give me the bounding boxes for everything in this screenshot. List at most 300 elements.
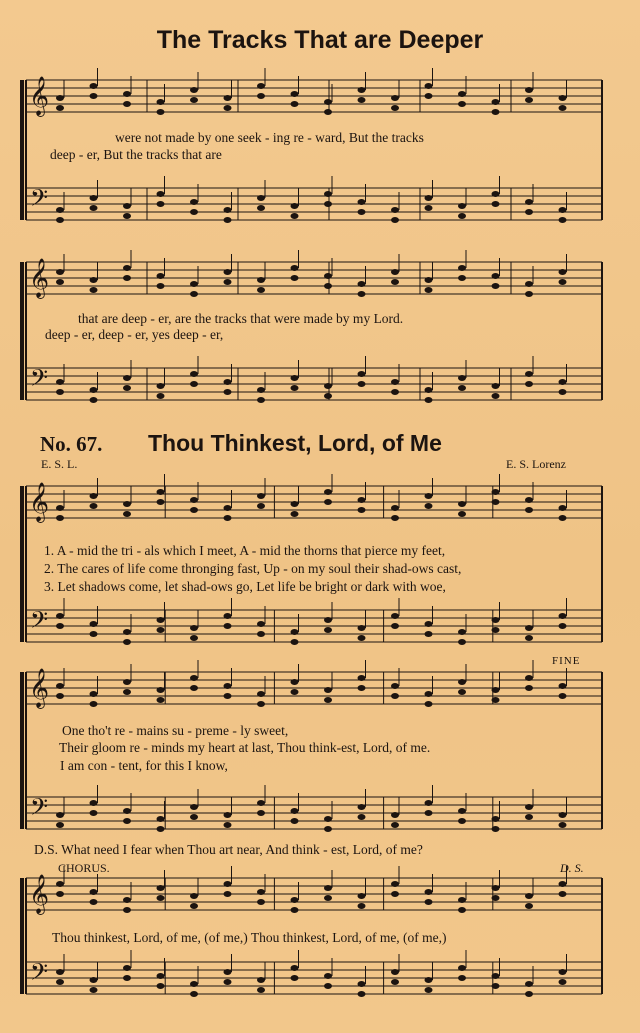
note-head	[257, 503, 265, 509]
note-head	[358, 893, 366, 899]
note-head	[425, 195, 433, 201]
note-head	[157, 697, 165, 703]
system-bracket	[20, 262, 24, 400]
note-head	[391, 379, 399, 385]
note-head	[157, 201, 165, 207]
note-head	[56, 693, 64, 699]
note-head	[525, 507, 533, 513]
note-head	[257, 631, 265, 637]
note-head	[358, 991, 366, 997]
note-head	[257, 701, 265, 707]
note-head	[224, 95, 232, 101]
note-head	[291, 511, 299, 517]
note-head	[425, 899, 433, 905]
note-head	[358, 281, 366, 287]
bass-clef: 𝄢	[30, 793, 49, 826]
note-head	[157, 499, 165, 505]
note-head	[525, 371, 533, 377]
note-head	[458, 965, 466, 971]
note-head	[492, 697, 500, 703]
note-head	[123, 501, 131, 507]
note-head	[458, 101, 466, 107]
note-head	[257, 889, 265, 895]
note-head	[123, 91, 131, 97]
note-head	[190, 804, 198, 810]
treble-clef: 𝄞	[29, 668, 50, 708]
note-head	[90, 287, 98, 293]
note-head	[324, 393, 332, 399]
note-head	[559, 881, 567, 887]
note-head	[391, 505, 399, 511]
note-head	[324, 489, 332, 495]
note-head	[224, 969, 232, 975]
note-head	[391, 515, 399, 521]
note-head	[492, 687, 500, 693]
note-head	[56, 379, 64, 385]
system-bracket	[20, 878, 24, 994]
note-head	[492, 109, 500, 115]
bass-clef: 𝄢	[30, 364, 49, 397]
note-head	[559, 979, 567, 985]
note-head	[358, 625, 366, 631]
note-head	[391, 891, 399, 897]
note-head	[358, 507, 366, 513]
note-head	[291, 275, 299, 281]
note-head	[559, 693, 567, 699]
note-head	[123, 511, 131, 517]
note-head	[90, 93, 98, 99]
bass-clef: 𝄢	[30, 184, 49, 217]
note-head	[224, 822, 232, 828]
note-head	[559, 207, 567, 213]
note-head	[492, 383, 500, 389]
note-head	[257, 800, 265, 806]
note-head	[291, 501, 299, 507]
note-head	[324, 816, 332, 822]
note-head	[123, 818, 131, 824]
note-head	[257, 287, 265, 293]
note-head	[257, 899, 265, 905]
note-head	[492, 283, 500, 289]
note-head	[224, 105, 232, 111]
note-head	[157, 885, 165, 891]
note-head	[190, 981, 198, 987]
note-head	[56, 515, 64, 521]
note-head	[90, 987, 98, 993]
note-head	[458, 689, 466, 695]
note-head	[324, 983, 332, 989]
note-head	[56, 683, 64, 689]
note-head	[525, 497, 533, 503]
note-head	[458, 275, 466, 281]
note-head	[525, 893, 533, 899]
note-head	[559, 389, 567, 395]
note-head	[224, 623, 232, 629]
note-head	[157, 617, 165, 623]
note-head	[559, 623, 567, 629]
note-head	[492, 99, 500, 105]
note-head	[157, 109, 165, 115]
note-head	[458, 897, 466, 903]
note-head	[190, 199, 198, 205]
note-head	[324, 973, 332, 979]
note-head	[425, 287, 433, 293]
note-head	[123, 101, 131, 107]
note-head	[391, 881, 399, 887]
note-head	[358, 87, 366, 93]
note-head	[123, 965, 131, 971]
note-head	[391, 207, 399, 213]
note-head	[391, 822, 399, 828]
lyric-line: deep - er, But the tracks that are	[50, 147, 222, 162]
note-head	[458, 975, 466, 981]
note-head	[224, 389, 232, 395]
note-head	[458, 511, 466, 517]
note-head	[559, 515, 567, 521]
note-head	[157, 393, 165, 399]
composer-credit: E. S. Lorenz	[506, 457, 566, 471]
note-head	[425, 987, 433, 993]
note-head	[157, 826, 165, 832]
note-head	[190, 507, 198, 513]
note-head	[492, 627, 500, 633]
note-head	[257, 810, 265, 816]
note-head	[123, 265, 131, 271]
note-head	[224, 505, 232, 511]
note-head	[358, 291, 366, 297]
note-head	[391, 812, 399, 818]
treble-clef: 𝄞	[29, 482, 50, 522]
note-head	[157, 687, 165, 693]
lyric-line: I am con - tent, for this I know,	[60, 758, 228, 773]
note-head	[425, 503, 433, 509]
note-head	[525, 199, 533, 205]
note-head	[224, 269, 232, 275]
note-head	[224, 891, 232, 897]
note-head	[190, 635, 198, 641]
note-head	[190, 371, 198, 377]
note-head	[425, 810, 433, 816]
note-head	[224, 217, 232, 223]
lyric-line: One tho't re - mains su - preme - ly sweet,	[62, 723, 289, 738]
note-head	[157, 973, 165, 979]
note-head	[391, 269, 399, 275]
note-head	[56, 279, 64, 285]
note-head	[224, 613, 232, 619]
note-head	[525, 635, 533, 641]
note-head	[358, 497, 366, 503]
note-head	[291, 689, 299, 695]
note-head	[525, 804, 533, 810]
note-head	[324, 99, 332, 105]
note-head	[157, 283, 165, 289]
note-head	[391, 105, 399, 111]
note-head	[324, 895, 332, 901]
note-head	[90, 503, 98, 509]
lyricist-credit: E. S. L.	[41, 457, 78, 471]
note-head	[391, 683, 399, 689]
note-head	[190, 685, 198, 691]
note-head	[56, 207, 64, 213]
note-head	[492, 895, 500, 901]
note-head	[559, 217, 567, 223]
note-head	[123, 375, 131, 381]
note-head	[291, 203, 299, 209]
note-head	[559, 613, 567, 619]
note-head	[123, 679, 131, 685]
note-head	[458, 679, 466, 685]
fine-mark: FINE	[552, 655, 581, 667]
note-head	[90, 277, 98, 283]
note-head	[525, 685, 533, 691]
note-head	[559, 505, 567, 511]
note-head	[224, 515, 232, 521]
lyric-line: Their gloom re - minds my heart at last, Thou think-est, Lord, of me.	[59, 740, 431, 755]
note-head	[492, 885, 500, 891]
note-head	[458, 907, 466, 913]
lyric-line: deep - er, deep - er, yes deep - er,	[45, 327, 224, 342]
note-head	[291, 975, 299, 981]
note-head	[559, 891, 567, 897]
bass-clef: 𝄢	[30, 606, 49, 639]
note-head	[56, 505, 64, 511]
note-head	[56, 979, 64, 985]
note-head	[492, 617, 500, 623]
note-head	[56, 269, 64, 275]
note-head	[458, 375, 466, 381]
note-head	[492, 973, 500, 979]
note-head	[525, 991, 533, 997]
note-head	[123, 897, 131, 903]
note-head	[224, 693, 232, 699]
note-head	[425, 93, 433, 99]
note-head	[425, 977, 433, 983]
note-head	[391, 693, 399, 699]
note-head	[358, 97, 366, 103]
note-head	[525, 814, 533, 820]
note-head	[458, 808, 466, 814]
note-head	[358, 199, 366, 205]
note-head	[492, 489, 500, 495]
note-head	[257, 397, 265, 403]
note-head	[291, 375, 299, 381]
treble-clef: 𝄞	[29, 874, 50, 914]
note-head	[224, 683, 232, 689]
note-head	[559, 105, 567, 111]
note-head	[525, 87, 533, 93]
note-head	[559, 279, 567, 285]
note-head	[458, 265, 466, 271]
note-head	[257, 205, 265, 211]
note-head	[224, 379, 232, 385]
note-head	[358, 814, 366, 820]
note-head	[123, 808, 131, 814]
note-head	[425, 621, 433, 627]
verse-2: 2. The cares of life come thronging fast, Up - on my soul their shad-ows cast,	[44, 561, 462, 576]
note-head	[525, 281, 533, 287]
note-head	[291, 629, 299, 635]
note-head	[525, 675, 533, 681]
note-head	[291, 818, 299, 824]
note-head	[291, 679, 299, 685]
note-head	[257, 93, 265, 99]
note-head	[425, 701, 433, 707]
note-head	[90, 493, 98, 499]
note-head	[257, 691, 265, 697]
note-head	[425, 205, 433, 211]
note-head	[525, 381, 533, 387]
note-head	[123, 203, 131, 209]
note-head	[90, 810, 98, 816]
note-head	[157, 273, 165, 279]
note-head	[358, 209, 366, 215]
note-head	[190, 97, 198, 103]
note-head	[190, 281, 198, 287]
note-head	[56, 969, 64, 975]
note-head	[358, 804, 366, 810]
note-head	[56, 881, 64, 887]
note-head	[224, 881, 232, 887]
note-head	[324, 201, 332, 207]
note-head	[291, 639, 299, 645]
ds-lyric-line: D.S. What need I fear when Thou art near, And think - est, Lord, of me?	[34, 842, 423, 857]
note-head	[90, 701, 98, 707]
note-head	[391, 389, 399, 395]
note-head	[458, 385, 466, 391]
note-head	[123, 689, 131, 695]
note-head	[56, 95, 64, 101]
note-head	[56, 891, 64, 897]
note-head	[358, 635, 366, 641]
note-head	[157, 983, 165, 989]
note-head	[257, 277, 265, 283]
note-head	[425, 631, 433, 637]
note-head	[425, 889, 433, 895]
note-head	[559, 683, 567, 689]
note-head	[559, 812, 567, 818]
note-head	[324, 109, 332, 115]
note-head	[90, 631, 98, 637]
note-head	[123, 275, 131, 281]
note-head	[492, 393, 500, 399]
note-head	[492, 816, 500, 822]
note-head	[224, 279, 232, 285]
note-head	[324, 383, 332, 389]
note-head	[324, 283, 332, 289]
note-head	[56, 623, 64, 629]
note-head	[425, 397, 433, 403]
note-head	[224, 979, 232, 985]
note-head	[157, 99, 165, 105]
note-head	[90, 691, 98, 697]
note-head	[425, 83, 433, 89]
note-head	[257, 987, 265, 993]
note-head	[391, 623, 399, 629]
note-head	[291, 265, 299, 271]
note-head	[425, 691, 433, 697]
note-head	[458, 91, 466, 97]
note-head	[324, 191, 332, 197]
note-head	[358, 371, 366, 377]
system-bracket	[20, 80, 24, 220]
note-head	[458, 629, 466, 635]
note-head	[391, 217, 399, 223]
bass-clef: 𝄢	[30, 958, 49, 991]
lyric-line: that are deep - er, are the tracks that were made by my Lord.	[78, 311, 404, 326]
note-head	[157, 627, 165, 633]
note-head	[358, 685, 366, 691]
note-head	[190, 675, 198, 681]
note-head	[157, 489, 165, 495]
chorus-label: CHORUS.	[58, 861, 110, 875]
note-head	[90, 889, 98, 895]
treble-clef: 𝄞	[29, 258, 50, 298]
note-head	[123, 975, 131, 981]
note-head	[123, 639, 131, 645]
note-head	[90, 387, 98, 393]
note-head	[190, 291, 198, 297]
note-head	[90, 800, 98, 806]
note-head	[324, 826, 332, 832]
note-head	[257, 387, 265, 393]
note-head	[458, 203, 466, 209]
verse-1: 1. A - mid the tri - als which I meet, A - mid the thorns that pierce my feet,	[44, 543, 446, 558]
verse-3: 3. Let shadows come, let shad-ows go, Let life be bright or dark with woe,	[44, 579, 446, 594]
note-head	[123, 385, 131, 391]
note-head	[324, 885, 332, 891]
note-head	[257, 493, 265, 499]
note-head	[391, 613, 399, 619]
note-head	[190, 87, 198, 93]
note-head	[56, 613, 64, 619]
note-head	[190, 381, 198, 387]
note-head	[324, 617, 332, 623]
note-head	[190, 209, 198, 215]
note-head	[90, 621, 98, 627]
note-head	[425, 277, 433, 283]
note-head	[525, 291, 533, 297]
note-head	[559, 969, 567, 975]
note-head	[525, 209, 533, 215]
note-head	[257, 977, 265, 983]
note-head	[190, 903, 198, 909]
note-head	[123, 629, 131, 635]
note-head	[90, 83, 98, 89]
note-head	[190, 497, 198, 503]
note-head	[190, 625, 198, 631]
note-head	[56, 217, 64, 223]
note-head	[157, 191, 165, 197]
note-head	[324, 273, 332, 279]
note-head	[559, 269, 567, 275]
note-head	[157, 895, 165, 901]
note-head	[525, 97, 533, 103]
note-head	[492, 273, 500, 279]
note-head	[458, 639, 466, 645]
note-head	[391, 95, 399, 101]
note-head	[190, 893, 198, 899]
ds-mark: D. S.	[560, 861, 584, 875]
note-head	[525, 903, 533, 909]
note-head	[291, 385, 299, 391]
note-head	[224, 812, 232, 818]
note-head	[391, 279, 399, 285]
note-head	[525, 625, 533, 631]
hymn-title-thou-thinkest: Thou Thinkest, Lord, of Me	[148, 430, 442, 456]
note-head	[291, 965, 299, 971]
note-head	[324, 499, 332, 505]
note-head	[492, 983, 500, 989]
